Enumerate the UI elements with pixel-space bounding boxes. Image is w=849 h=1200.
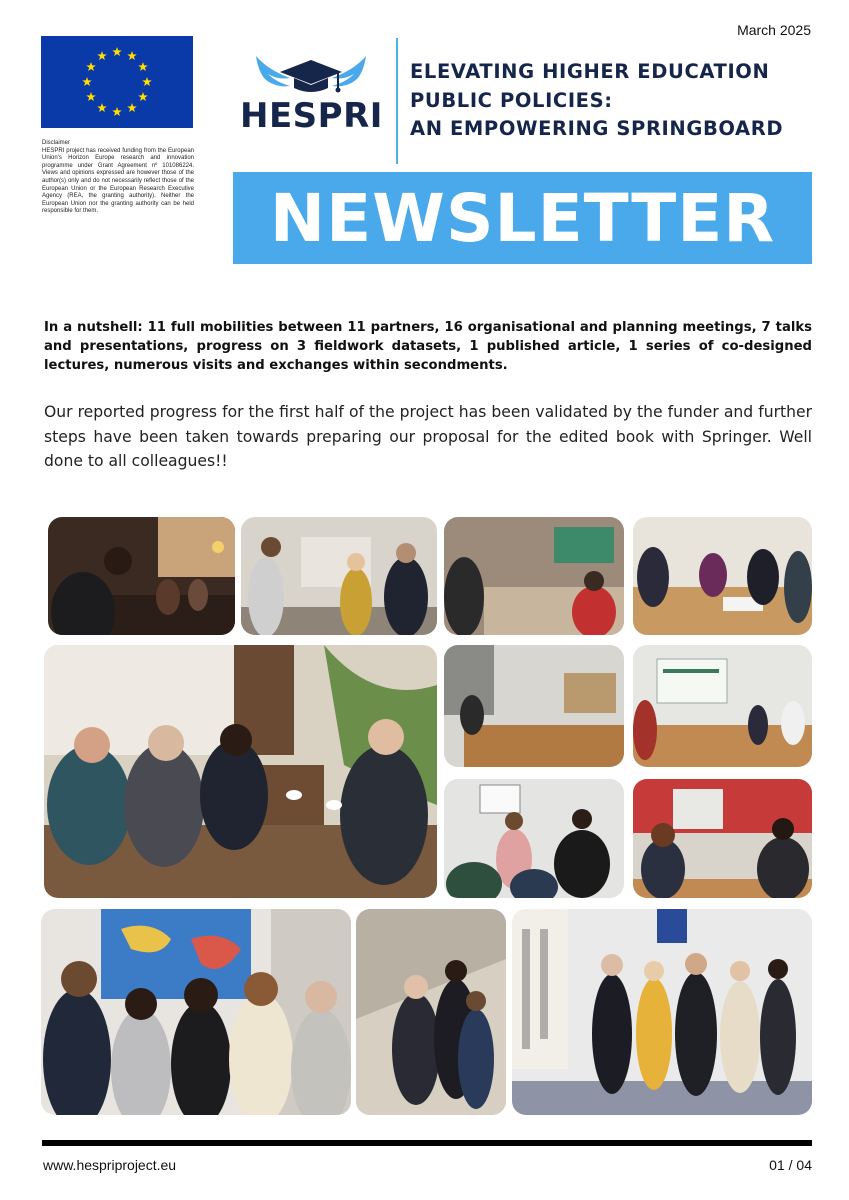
photo-students-table (444, 779, 624, 898)
photo-stairway-group (356, 909, 506, 1115)
photo-students-map (41, 909, 351, 1115)
header-divider (396, 38, 398, 164)
photo-meeting-table (633, 517, 812, 635)
issue-date: March 2025 (737, 22, 811, 38)
disclaimer-title: Disclaimer (42, 140, 71, 146)
banner-title: NEWSLETTER (269, 179, 776, 257)
summary-paragraph: In a nutshell: 11 full mobilities between 11 partners, 16 organisational and planning meetings, 7 talks and presentations, progress on 3 fieldwork datasets, 1 published article, 1 series of co-designed lectures, numerous visits and exchanges within secondments. (44, 320, 812, 374)
photo-cafe-group (44, 645, 437, 898)
photo-classroom-screen (444, 645, 624, 767)
eu-flag-icon (41, 36, 193, 128)
disclaimer (42, 140, 194, 216)
headline-line-3: AN EMPOWERING SPRINGBOARD (410, 117, 784, 140)
page-number: 01 / 04 (769, 1157, 812, 1173)
headline-line-1: ELEVATING HIGHER EDUCATION (410, 60, 770, 83)
photo-university-visit (512, 909, 812, 1115)
disclaimer-body: HESPRI project has received funding from the European Union's Horizon Europe research and innovation programme under Grant Agreement nº 101086224. Views and opinions expressed are however those of the author(s) only and do not necessarily reflect those of the European Union or the European Research Executive Agency (REA, the granting authority). Neither the European Union nor the granting authority can be held responsible for them. (42, 147, 194, 215)
project-headline (410, 58, 820, 144)
newsletter-banner (233, 172, 812, 264)
photo-lecture-projection (633, 645, 812, 767)
photo-cafe-meeting (48, 517, 235, 635)
photo-office-conversation (633, 779, 812, 898)
logo-wordmark: HESPRI (240, 96, 383, 136)
headline-line-2: PUBLIC POLICIES: (410, 88, 613, 112)
photo-corridor-discussion (241, 517, 437, 635)
footer-url-link[interactable]: www.hespriproject.eu (43, 1157, 177, 1173)
intro-paragraph: Our reported progress for the first half of the project has been validated by the funder and further steps have been taken towards preparing our proposal for the edited book with Springer. Well done to all colleagues!! (44, 403, 812, 471)
footer-rule (42, 1140, 812, 1146)
photo-seminar-room (444, 517, 624, 635)
